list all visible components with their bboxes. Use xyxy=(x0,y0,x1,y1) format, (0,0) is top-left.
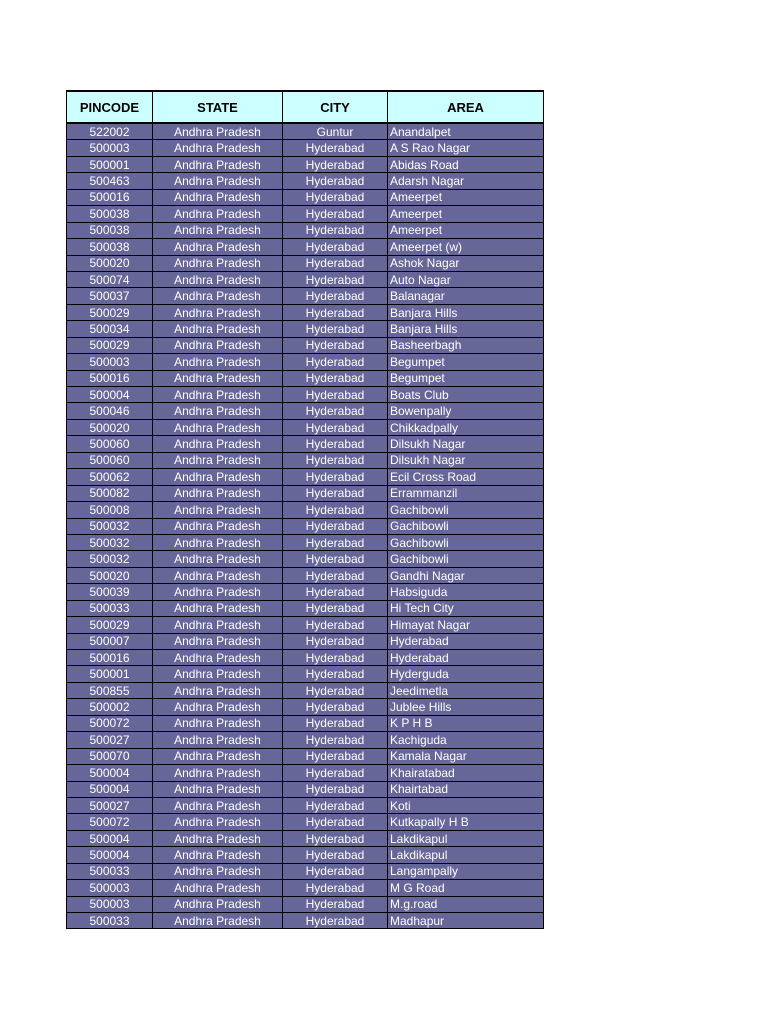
area-cell: Bowenpally xyxy=(388,403,544,419)
table-row xyxy=(67,814,544,830)
table-row xyxy=(67,206,544,222)
pincode-cell: 500032 xyxy=(67,534,153,550)
table-row xyxy=(67,584,544,600)
area-cell: Ameerpet xyxy=(388,206,544,222)
city-cell: Hyderabad xyxy=(283,173,388,189)
pincode-cell: 500060 xyxy=(67,452,153,468)
state-cell: Andhra Pradesh xyxy=(153,814,283,830)
table-row xyxy=(67,650,544,666)
state-cell: Andhra Pradesh xyxy=(153,337,283,353)
table-row xyxy=(67,880,544,896)
table-row xyxy=(67,123,544,140)
city-cell: Hyderabad xyxy=(283,896,388,912)
city-cell: Hyderabad xyxy=(283,518,388,534)
table-row xyxy=(67,173,544,189)
area-cell: Khairatabad xyxy=(388,765,544,781)
table-row xyxy=(67,156,544,172)
state-cell: Andhra Pradesh xyxy=(153,863,283,879)
city-cell: Hyderabad xyxy=(283,485,388,501)
pincode-cell: 500003 xyxy=(67,354,153,370)
state-cell: Andhra Pradesh xyxy=(153,715,283,731)
table-row xyxy=(67,288,544,304)
pincode-cell: 500070 xyxy=(67,748,153,764)
city-cell: Hyderabad xyxy=(283,797,388,813)
table-row xyxy=(67,485,544,501)
table-row xyxy=(67,797,544,813)
city-cell: Hyderabad xyxy=(283,189,388,205)
area-cell: Dilsukh Nagar xyxy=(388,436,544,452)
city-cell: Hyderabad xyxy=(283,403,388,419)
state-cell: Andhra Pradesh xyxy=(153,682,283,698)
state-cell: Andhra Pradesh xyxy=(153,732,283,748)
table-row xyxy=(67,551,544,567)
city-cell: Hyderabad xyxy=(283,469,388,485)
pincode-cell: 500016 xyxy=(67,370,153,386)
state-cell: Andhra Pradesh xyxy=(153,502,283,518)
area-cell: Adarsh Nagar xyxy=(388,173,544,189)
pincode-cell: 500001 xyxy=(67,666,153,682)
city-cell: Hyderabad xyxy=(283,781,388,797)
city-cell: Hyderabad xyxy=(283,370,388,386)
state-cell: Andhra Pradesh xyxy=(153,436,283,452)
pincode-cell: 500008 xyxy=(67,502,153,518)
pincode-cell: 500032 xyxy=(67,518,153,534)
city-cell: Hyderabad xyxy=(283,732,388,748)
table-row xyxy=(67,370,544,386)
table-row xyxy=(67,896,544,912)
state-cell: Andhra Pradesh xyxy=(153,255,283,271)
state-cell: Andhra Pradesh xyxy=(153,518,283,534)
pincode-cell: 500037 xyxy=(67,288,153,304)
city-cell: Hyderabad xyxy=(283,321,388,337)
area-cell: Begumpet xyxy=(388,354,544,370)
pincode-cell: 500027 xyxy=(67,797,153,813)
area-cell: Gachibowli xyxy=(388,534,544,550)
state-cell: Andhra Pradesh xyxy=(153,650,283,666)
area-cell: A S Rao Nagar xyxy=(388,140,544,156)
area-cell: Habsiguda xyxy=(388,584,544,600)
state-cell: Andhra Pradesh xyxy=(153,156,283,172)
city-cell: Hyderabad xyxy=(283,288,388,304)
city-cell: Hyderabad xyxy=(283,633,388,649)
city-cell: Hyderabad xyxy=(283,913,388,929)
state-cell: Andhra Pradesh xyxy=(153,304,283,320)
header-pincode: PINCODE xyxy=(67,91,153,123)
pincode-cell: 500855 xyxy=(67,682,153,698)
city-cell: Hyderabad xyxy=(283,584,388,600)
pincode-cell: 500060 xyxy=(67,436,153,452)
state-cell: Andhra Pradesh xyxy=(153,370,283,386)
table-row xyxy=(67,534,544,550)
city-cell: Hyderabad xyxy=(283,255,388,271)
table-row xyxy=(67,337,544,353)
area-cell: Ameerpet (w) xyxy=(388,239,544,255)
pincode-cell: 500034 xyxy=(67,321,153,337)
city-cell: Hyderabad xyxy=(283,682,388,698)
area-cell: Hyderabad xyxy=(388,650,544,666)
table-row xyxy=(67,255,544,271)
state-cell: Andhra Pradesh xyxy=(153,173,283,189)
header-city: CITY xyxy=(283,91,388,123)
area-cell: M.g.road xyxy=(388,896,544,912)
area-cell: Ameerpet xyxy=(388,222,544,238)
pincode-cell: 500004 xyxy=(67,847,153,863)
table-row xyxy=(67,239,544,255)
area-cell: Gachibowli xyxy=(388,502,544,518)
table-row xyxy=(67,304,544,320)
table-row xyxy=(67,765,544,781)
state-cell: Andhra Pradesh xyxy=(153,140,283,156)
city-cell: Hyderabad xyxy=(283,452,388,468)
table-row xyxy=(67,748,544,764)
area-cell: Jeedimetla xyxy=(388,682,544,698)
pincode-cell: 500020 xyxy=(67,419,153,435)
pincode-cell: 500082 xyxy=(67,485,153,501)
city-cell: Hyderabad xyxy=(283,650,388,666)
city-cell: Hyderabad xyxy=(283,551,388,567)
state-cell: Andhra Pradesh xyxy=(153,222,283,238)
state-cell: Andhra Pradesh xyxy=(153,419,283,435)
area-cell: Hi Tech City xyxy=(388,600,544,616)
pincode-cell: 500029 xyxy=(67,337,153,353)
table-row xyxy=(67,354,544,370)
pincode-cell: 500062 xyxy=(67,469,153,485)
area-cell: Dilsukh Nagar xyxy=(388,452,544,468)
state-cell: Andhra Pradesh xyxy=(153,387,283,403)
pincode-table xyxy=(66,90,544,929)
pincode-cell: 500029 xyxy=(67,304,153,320)
pincode-cell: 500072 xyxy=(67,715,153,731)
state-cell: Andhra Pradesh xyxy=(153,847,283,863)
pincode-cell: 500033 xyxy=(67,913,153,929)
pincode-cell: 500033 xyxy=(67,863,153,879)
table-row xyxy=(67,469,544,485)
pincode-cell: 500046 xyxy=(67,403,153,419)
area-cell: Kutkapally H B xyxy=(388,814,544,830)
area-cell: Gachibowli xyxy=(388,518,544,534)
state-cell: Andhra Pradesh xyxy=(153,485,283,501)
table-row xyxy=(67,666,544,682)
city-cell: Hyderabad xyxy=(283,222,388,238)
city-cell: Hyderabad xyxy=(283,600,388,616)
state-cell: Andhra Pradesh xyxy=(153,896,283,912)
table-row xyxy=(67,715,544,731)
table-row xyxy=(67,403,544,419)
state-cell: Andhra Pradesh xyxy=(153,123,283,140)
city-cell: Hyderabad xyxy=(283,206,388,222)
area-cell: Ashok Nagar xyxy=(388,255,544,271)
state-cell: Andhra Pradesh xyxy=(153,765,283,781)
pincode-cell: 500027 xyxy=(67,732,153,748)
table-row xyxy=(67,732,544,748)
state-cell: Andhra Pradesh xyxy=(153,830,283,846)
state-cell: Andhra Pradesh xyxy=(153,880,283,896)
state-cell: Andhra Pradesh xyxy=(153,913,283,929)
spreadsheet-page xyxy=(66,90,543,929)
area-cell: Hyderabad xyxy=(388,633,544,649)
city-cell: Hyderabad xyxy=(283,830,388,846)
state-cell: Andhra Pradesh xyxy=(153,584,283,600)
city-cell: Hyderabad xyxy=(283,666,388,682)
city-cell: Hyderabad xyxy=(283,534,388,550)
pincode-cell: 500004 xyxy=(67,387,153,403)
pincode-cell: 500004 xyxy=(67,781,153,797)
table-row xyxy=(67,863,544,879)
table-row xyxy=(67,140,544,156)
area-cell: M G Road xyxy=(388,880,544,896)
city-cell: Hyderabad xyxy=(283,880,388,896)
pincode-cell: 500038 xyxy=(67,239,153,255)
pincode-cell: 500074 xyxy=(67,271,153,287)
table-row xyxy=(67,847,544,863)
state-cell: Andhra Pradesh xyxy=(153,797,283,813)
area-cell: Koti xyxy=(388,797,544,813)
city-cell: Hyderabad xyxy=(283,814,388,830)
area-cell: K P H B xyxy=(388,715,544,731)
state-cell: Andhra Pradesh xyxy=(153,666,283,682)
state-cell: Andhra Pradesh xyxy=(153,403,283,419)
state-cell: Andhra Pradesh xyxy=(153,534,283,550)
table-row xyxy=(67,452,544,468)
area-cell: Kamala Nagar xyxy=(388,748,544,764)
pincode-cell: 500016 xyxy=(67,650,153,666)
area-cell: Jublee Hills xyxy=(388,699,544,715)
city-cell: Guntur xyxy=(283,123,388,140)
table-row xyxy=(67,419,544,435)
city-cell: Hyderabad xyxy=(283,748,388,764)
city-cell: Hyderabad xyxy=(283,617,388,633)
pincode-cell: 500463 xyxy=(67,173,153,189)
city-cell: Hyderabad xyxy=(283,271,388,287)
table-row xyxy=(67,321,544,337)
table-row xyxy=(67,600,544,616)
table-row xyxy=(67,781,544,797)
pincode-cell: 500007 xyxy=(67,633,153,649)
state-cell: Andhra Pradesh xyxy=(153,288,283,304)
city-cell: Hyderabad xyxy=(283,715,388,731)
area-cell: Abidas Road xyxy=(388,156,544,172)
pincode-cell: 500029 xyxy=(67,617,153,633)
city-cell: Hyderabad xyxy=(283,847,388,863)
area-cell: Banjara Hills xyxy=(388,321,544,337)
area-cell: Himayat Nagar xyxy=(388,617,544,633)
area-cell: Balanagar xyxy=(388,288,544,304)
city-cell: Hyderabad xyxy=(283,863,388,879)
state-cell: Andhra Pradesh xyxy=(153,699,283,715)
state-cell: Andhra Pradesh xyxy=(153,781,283,797)
table-row xyxy=(67,189,544,205)
state-cell: Andhra Pradesh xyxy=(153,551,283,567)
pincode-cell: 500020 xyxy=(67,567,153,583)
state-cell: Andhra Pradesh xyxy=(153,633,283,649)
pincode-cell: 500001 xyxy=(67,156,153,172)
state-cell: Andhra Pradesh xyxy=(153,239,283,255)
area-cell: Lakdikapul xyxy=(388,847,544,863)
table-row xyxy=(67,502,544,518)
pincode-cell: 500003 xyxy=(67,896,153,912)
area-cell: Ecil Cross Road xyxy=(388,469,544,485)
city-cell: Hyderabad xyxy=(283,354,388,370)
header-area: AREA xyxy=(388,91,544,123)
city-cell: Hyderabad xyxy=(283,337,388,353)
state-cell: Andhra Pradesh xyxy=(153,617,283,633)
city-cell: Hyderabad xyxy=(283,436,388,452)
pincode-cell: 522002 xyxy=(67,123,153,140)
area-cell: Gandhi Nagar xyxy=(388,567,544,583)
table-row xyxy=(67,830,544,846)
pincode-cell: 500032 xyxy=(67,551,153,567)
state-cell: Andhra Pradesh xyxy=(153,321,283,337)
pincode-cell: 500003 xyxy=(67,880,153,896)
area-cell: Chikkadpally xyxy=(388,419,544,435)
table-row xyxy=(67,271,544,287)
city-cell: Hyderabad xyxy=(283,140,388,156)
state-cell: Andhra Pradesh xyxy=(153,748,283,764)
area-cell: Boats Club xyxy=(388,387,544,403)
city-cell: Hyderabad xyxy=(283,387,388,403)
pincode-cell: 500033 xyxy=(67,600,153,616)
area-cell: Auto Nagar xyxy=(388,271,544,287)
city-cell: Hyderabad xyxy=(283,239,388,255)
header-state: STATE xyxy=(153,91,283,123)
area-cell: Khairtabad xyxy=(388,781,544,797)
state-cell: Andhra Pradesh xyxy=(153,600,283,616)
city-cell: Hyderabad xyxy=(283,699,388,715)
table-row xyxy=(67,222,544,238)
state-cell: Andhra Pradesh xyxy=(153,469,283,485)
area-cell: Basheerbagh xyxy=(388,337,544,353)
table-row xyxy=(67,567,544,583)
city-cell: Hyderabad xyxy=(283,304,388,320)
table-row xyxy=(67,518,544,534)
state-cell: Andhra Pradesh xyxy=(153,452,283,468)
area-cell: Anandalpet xyxy=(388,123,544,140)
state-cell: Andhra Pradesh xyxy=(153,206,283,222)
state-cell: Andhra Pradesh xyxy=(153,189,283,205)
city-cell: Hyderabad xyxy=(283,419,388,435)
area-cell: Gachibowli xyxy=(388,551,544,567)
header-row xyxy=(67,91,544,123)
table-body xyxy=(67,123,544,929)
city-cell: Hyderabad xyxy=(283,156,388,172)
pincode-cell: 500002 xyxy=(67,699,153,715)
table-row xyxy=(67,387,544,403)
state-cell: Andhra Pradesh xyxy=(153,271,283,287)
area-cell: Banjara Hills xyxy=(388,304,544,320)
pincode-cell: 500020 xyxy=(67,255,153,271)
state-cell: Andhra Pradesh xyxy=(153,567,283,583)
area-cell: Errammanzil xyxy=(388,485,544,501)
pincode-cell: 500038 xyxy=(67,206,153,222)
pincode-cell: 500004 xyxy=(67,765,153,781)
area-cell: Ameerpet xyxy=(388,189,544,205)
table-row xyxy=(67,913,544,929)
city-cell: Hyderabad xyxy=(283,567,388,583)
area-cell: Langampally xyxy=(388,863,544,879)
table-row xyxy=(67,699,544,715)
area-cell: Madhapur xyxy=(388,913,544,929)
pincode-cell: 500003 xyxy=(67,140,153,156)
table-row xyxy=(67,617,544,633)
area-cell: Lakdikapul xyxy=(388,830,544,846)
table-row xyxy=(67,682,544,698)
area-cell: Hyderguda xyxy=(388,666,544,682)
table-row xyxy=(67,436,544,452)
pincode-cell: 500072 xyxy=(67,814,153,830)
pincode-cell: 500016 xyxy=(67,189,153,205)
area-cell: Kachiguda xyxy=(388,732,544,748)
pincode-cell: 500004 xyxy=(67,830,153,846)
state-cell: Andhra Pradesh xyxy=(153,354,283,370)
pincode-cell: 500039 xyxy=(67,584,153,600)
table-row xyxy=(67,633,544,649)
area-cell: Begumpet xyxy=(388,370,544,386)
city-cell: Hyderabad xyxy=(283,502,388,518)
pincode-cell: 500038 xyxy=(67,222,153,238)
city-cell: Hyderabad xyxy=(283,765,388,781)
